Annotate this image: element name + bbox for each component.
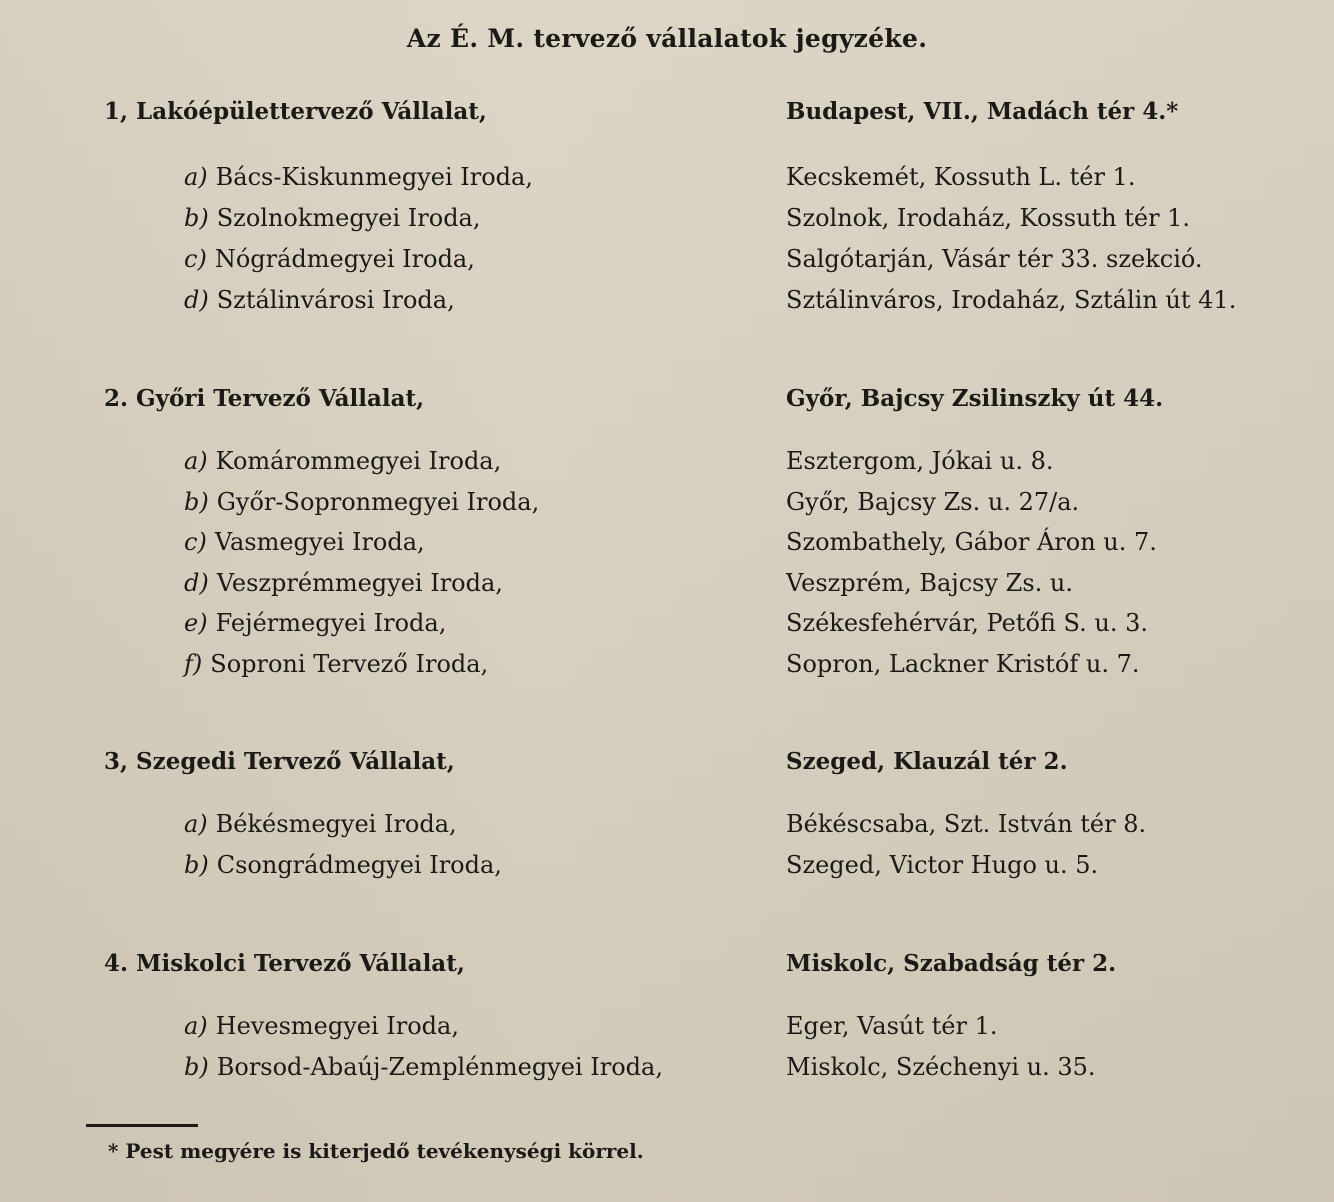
office-name: b) Győr-Sopronmegyei Iroda, xyxy=(184,488,540,516)
company-name: 2. Győri Tervező Vállalat, xyxy=(104,385,425,412)
office-name: f) Soproni Tervező Iroda, xyxy=(184,650,489,678)
office-letter: d) xyxy=(184,569,209,597)
office-address: Szolnok, Irodaház, Kossuth tér 1. xyxy=(786,204,1191,232)
office-letter: a) xyxy=(184,1012,208,1040)
office-row xyxy=(0,804,1334,844)
office-name: e) Fejérmegyei Iroda, xyxy=(184,609,447,637)
office-row xyxy=(0,1047,1334,1087)
office-name: a) Komárommegyei Iroda, xyxy=(184,447,502,475)
office-name: d) Sztálinvárosi Iroda, xyxy=(184,286,455,314)
office-row xyxy=(0,280,1334,320)
office-letter: a) xyxy=(184,163,208,191)
office-name: b) Csongrádmegyei Iroda, xyxy=(184,851,502,879)
office-name: b) Szolnokmegyei Iroda, xyxy=(184,204,481,232)
office-row xyxy=(0,239,1334,279)
page-title: Az É. M. tervező vállalatok jegyzéke. xyxy=(406,24,928,53)
office-address: Sopron, Lackner Kristóf u. 7. xyxy=(786,650,1140,678)
office-row xyxy=(0,644,1334,684)
office-row xyxy=(0,482,1334,522)
office-name: b) Borsod-Abaúj-Zemplénmegyei Iroda, xyxy=(184,1053,663,1081)
company-address: Miskolc, Szabadság tér 2. xyxy=(786,950,1117,977)
office-address: Kecskemét, Kossuth L. tér 1. xyxy=(786,163,1136,191)
office-row xyxy=(0,603,1334,643)
office-address: Eger, Vasút tér 1. xyxy=(786,1012,998,1040)
office-row xyxy=(0,1006,1334,1046)
office-letter: b) xyxy=(184,488,209,516)
office-row xyxy=(0,441,1334,481)
company-row xyxy=(0,742,1334,782)
office-letter: a) xyxy=(184,810,208,838)
office-address: Salgótarján, Vásár tér 33. szekció. xyxy=(786,245,1203,273)
company-row xyxy=(0,92,1334,132)
office-address: Esztergom, Jókai u. 8. xyxy=(786,447,1054,475)
office-row xyxy=(0,157,1334,197)
office-name: d) Veszprémmegyei Iroda, xyxy=(184,569,503,597)
office-row xyxy=(0,198,1334,238)
office-letter: c) xyxy=(184,528,207,556)
company-name: 4. Miskolci Tervező Vállalat, xyxy=(104,950,465,977)
office-letter: f) xyxy=(184,650,203,678)
office-letter: d) xyxy=(184,286,209,314)
office-name: c) Vasmegyei Iroda, xyxy=(184,528,425,556)
company-address: Budapest, VII., Madách tér 4.* xyxy=(786,98,1179,125)
office-name: a) Bács-Kiskunmegyei Iroda, xyxy=(184,163,533,191)
office-address: Győr, Bajcsy Zs. u. 27/a. xyxy=(786,488,1080,516)
office-name: c) Nógrádmegyei Iroda, xyxy=(184,245,475,273)
office-name: a) Hevesmegyei Iroda, xyxy=(184,1012,459,1040)
office-letter: b) xyxy=(184,1053,209,1081)
company-row xyxy=(0,944,1334,984)
company-name: 1, Lakóépülettervező Vállalat, xyxy=(104,98,487,125)
office-name: a) Békésmegyei Iroda, xyxy=(184,810,457,838)
office-address: Szeged, Victor Hugo u. 5. xyxy=(786,851,1099,879)
office-address: Sztálinváros, Irodaház, Sztálin út 41. xyxy=(786,286,1237,314)
company-address: Szeged, Klauzál tér 2. xyxy=(786,748,1068,775)
company-name: 3, Szegedi Tervező Vállalat, xyxy=(104,748,455,775)
office-address: Székesfehérvár, Petőfi S. u. 3. xyxy=(786,609,1148,637)
office-letter: c) xyxy=(184,245,207,273)
office-address: Veszprém, Bajcsy Zs. u. xyxy=(786,569,1074,597)
office-row xyxy=(0,522,1334,562)
company-row xyxy=(0,379,1334,419)
office-letter: b) xyxy=(184,204,209,232)
office-address: Békéscsaba, Szt. István tér 8. xyxy=(786,810,1147,838)
office-row xyxy=(0,845,1334,885)
office-address: Szombathely, Gábor Áron u. 7. xyxy=(786,528,1157,556)
office-row xyxy=(0,563,1334,603)
office-address: Miskolc, Széchenyi u. 35. xyxy=(786,1053,1096,1081)
office-letter: b) xyxy=(184,851,209,879)
footnote: * Pest megyére is kiterjedő tevékenységi körrel. xyxy=(108,1139,644,1163)
footnote-rule xyxy=(86,1124,198,1127)
office-letter: e) xyxy=(184,609,208,637)
office-letter: a) xyxy=(184,447,208,475)
company-address: Győr, Bajcsy Zsilinszky út 44. xyxy=(786,385,1164,412)
